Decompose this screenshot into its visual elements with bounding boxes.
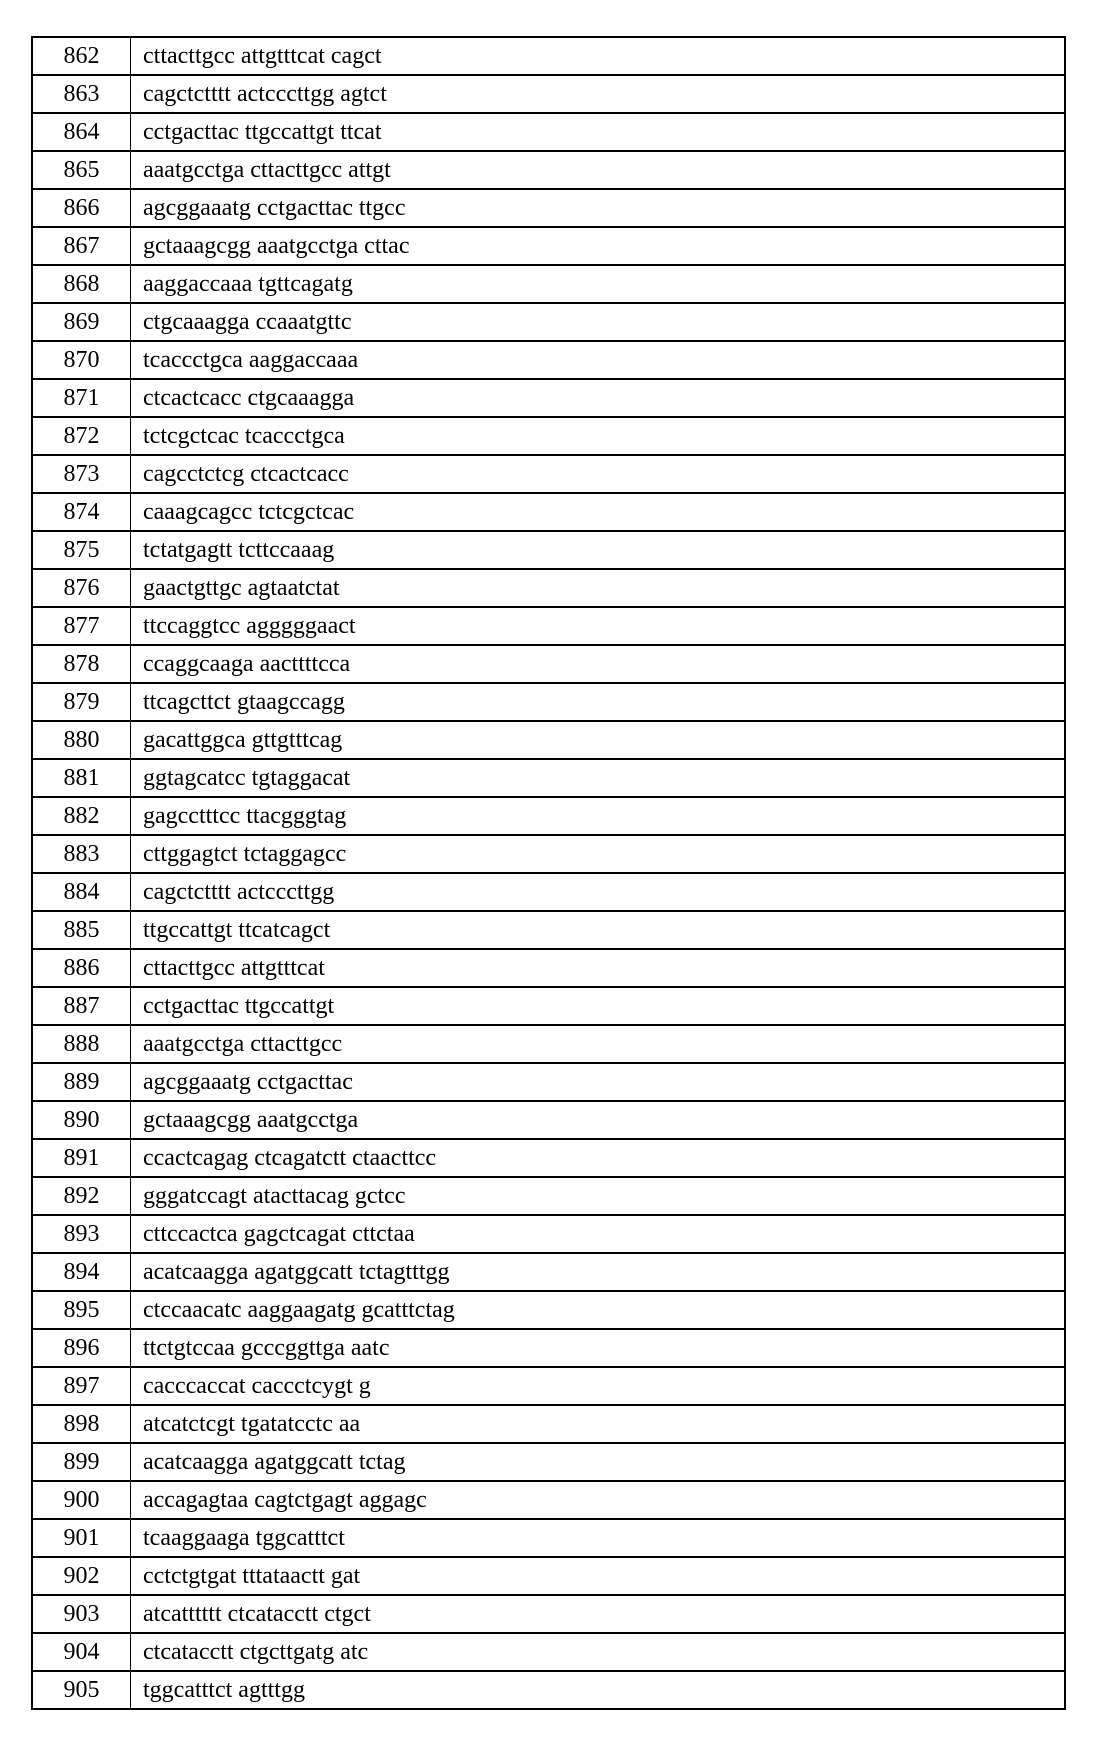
sequence-id: 869: [32, 303, 131, 341]
sequence-text: cagctctttt actcccttgg agtct: [131, 75, 1066, 113]
sequence-text: aaggaccaaa tgttcagatg: [131, 265, 1066, 303]
sequence-id: 879: [32, 683, 131, 721]
table-row: [32, 759, 1065, 797]
table-row: [32, 569, 1065, 607]
sequence-id: 870: [32, 341, 131, 379]
sequence-id: 863: [32, 75, 131, 113]
table-row: [32, 531, 1065, 569]
table-row: [32, 1481, 1065, 1519]
sequence-id: 886: [32, 949, 131, 987]
sequence-id: 887: [32, 987, 131, 1025]
sequence-id: 892: [32, 1177, 131, 1215]
sequence-id: 865: [32, 151, 131, 189]
sequence-text: gagcctttcc ttacgggtag: [131, 797, 1066, 835]
sequence-id: 871: [32, 379, 131, 417]
sequence-id: 876: [32, 569, 131, 607]
sequence-text: cttacttgcc attgtttcat: [131, 949, 1066, 987]
sequence-id: 883: [32, 835, 131, 873]
sequence-text: agcggaaatg cctgacttac ttgcc: [131, 189, 1066, 227]
sequence-id: 896: [32, 1329, 131, 1367]
sequence-text: accagagtaa cagtctgagt aggagc: [131, 1481, 1066, 1519]
sequence-id: 902: [32, 1557, 131, 1595]
sequence-text: ttctgtccaa gcccggttga aatc: [131, 1329, 1066, 1367]
sequence-id: 904: [32, 1633, 131, 1671]
table-row: [32, 1367, 1065, 1405]
table-row: [32, 1025, 1065, 1063]
table-row: [32, 1177, 1065, 1215]
table-row: [32, 1329, 1065, 1367]
table-row: [32, 379, 1065, 417]
sequence-id: 893: [32, 1215, 131, 1253]
sequence-id: 899: [32, 1443, 131, 1481]
sequence-text: gggatccagt atacttacag gctcc: [131, 1177, 1066, 1215]
sequence-text: tctcgctcac tcaccctgca: [131, 417, 1066, 455]
table-row: [32, 417, 1065, 455]
sequence-text: cctgacttac ttgccattgt: [131, 987, 1066, 1025]
sequence-text: ctcatacctt ctgcttgatg atc: [131, 1633, 1066, 1671]
sequence-text: cttccactca gagctcagat cttctaa: [131, 1215, 1066, 1253]
sequence-text: ctccaacatc aaggaagatg gcatttctag: [131, 1291, 1066, 1329]
sequence-id: 897: [32, 1367, 131, 1405]
table-row: [32, 835, 1065, 873]
sequence-table: [31, 36, 1066, 1710]
sequence-text: cctctgtgat tttataactt gat: [131, 1557, 1066, 1595]
sequence-text: cagctctttt actcccttgg: [131, 873, 1066, 911]
sequence-text: ccaggcaaga aacttttcca: [131, 645, 1066, 683]
table-row: [32, 189, 1065, 227]
sequence-id: 862: [32, 37, 131, 75]
sequence-text: tcaaggaaga tggcatttct: [131, 1519, 1066, 1557]
sequence-id: 898: [32, 1405, 131, 1443]
sequence-text: gctaaagcgg aaatgcctga cttac: [131, 227, 1066, 265]
sequence-text: tctatgagtt tcttccaaag: [131, 531, 1066, 569]
sequence-id: 882: [32, 797, 131, 835]
table-row: [32, 987, 1065, 1025]
table-row: [32, 1063, 1065, 1101]
table-row: [32, 455, 1065, 493]
sequence-id: 895: [32, 1291, 131, 1329]
table-row: [32, 1253, 1065, 1291]
sequence-id: 881: [32, 759, 131, 797]
sequence-text: aaatgcctga cttacttgcc attgt: [131, 151, 1066, 189]
sequence-text: cctgacttac ttgccattgt ttcat: [131, 113, 1066, 151]
table-row: [32, 1633, 1065, 1671]
sequence-table-body: [32, 37, 1065, 1709]
sequence-text: cttacttgcc attgtttcat cagct: [131, 37, 1066, 75]
sequence-id: 905: [32, 1671, 131, 1709]
table-row: [32, 151, 1065, 189]
sequence-text: cacccaccat caccctcygt g: [131, 1367, 1066, 1405]
sequence-id: 873: [32, 455, 131, 493]
sequence-id: 885: [32, 911, 131, 949]
sequence-id: 891: [32, 1139, 131, 1177]
table-row: [32, 113, 1065, 151]
sequence-text: ctcactcacc ctgcaaagga: [131, 379, 1066, 417]
sequence-id: 874: [32, 493, 131, 531]
sequence-text: agcggaaatg cctgacttac: [131, 1063, 1066, 1101]
table-row: [32, 303, 1065, 341]
table-row: [32, 265, 1065, 303]
sequence-text: atcatttttt ctcatacctt ctgct: [131, 1595, 1066, 1633]
table-row: [32, 607, 1065, 645]
table-row: [32, 1443, 1065, 1481]
sequence-id: 868: [32, 265, 131, 303]
table-row: [32, 949, 1065, 987]
sequence-id: 900: [32, 1481, 131, 1519]
table-row: [32, 645, 1065, 683]
sequence-id: 894: [32, 1253, 131, 1291]
sequence-id: 875: [32, 531, 131, 569]
sequence-text: acatcaagga agatggcatt tctagtttgg: [131, 1253, 1066, 1291]
sequence-id: 867: [32, 227, 131, 265]
table-row: [32, 75, 1065, 113]
sequence-id: 884: [32, 873, 131, 911]
sequence-text: aaatgcctga cttacttgcc: [131, 1025, 1066, 1063]
sequence-text: ttccaggtcc agggggaact: [131, 607, 1066, 645]
table-row: [32, 1595, 1065, 1633]
sequence-text: atcatctcgt tgatatcctc aa: [131, 1405, 1066, 1443]
sequence-text: ccactcagag ctcagatctt ctaacttcc: [131, 1139, 1066, 1177]
sequence-id: 880: [32, 721, 131, 759]
sequence-id: 872: [32, 417, 131, 455]
table-row: [32, 493, 1065, 531]
sequence-text: gctaaagcgg aaatgcctga: [131, 1101, 1066, 1139]
sequence-text: tggcatttct agtttgg: [131, 1671, 1066, 1709]
table-row: [32, 1215, 1065, 1253]
sequence-text: ttgccattgt ttcatcagct: [131, 911, 1066, 949]
table-row: [32, 1405, 1065, 1443]
sequence-text: cttggagtct tctaggagcc: [131, 835, 1066, 873]
table-row: [32, 1291, 1065, 1329]
table-row: [32, 1557, 1065, 1595]
table-row: [32, 1519, 1065, 1557]
table-row: [32, 341, 1065, 379]
sequence-text: cagcctctcg ctcactcacc: [131, 455, 1066, 493]
sequence-text: tcaccctgca aaggaccaaa: [131, 341, 1066, 379]
sequence-text: ctgcaaagga ccaaatgttc: [131, 303, 1066, 341]
table-row: [32, 37, 1065, 75]
sequence-id: 889: [32, 1063, 131, 1101]
sequence-text: caaagcagcc tctcgctcac: [131, 493, 1066, 531]
table-row: [32, 911, 1065, 949]
sequence-text: ggtagcatcc tgtaggacat: [131, 759, 1066, 797]
sequence-text: gacattggca gttgtttcag: [131, 721, 1066, 759]
sequence-id: 903: [32, 1595, 131, 1633]
sequence-id: 901: [32, 1519, 131, 1557]
sequence-id: 890: [32, 1101, 131, 1139]
table-row: [32, 683, 1065, 721]
sequence-id: 878: [32, 645, 131, 683]
sequence-id: 888: [32, 1025, 131, 1063]
sequence-text: acatcaagga agatggcatt tctag: [131, 1443, 1066, 1481]
sequence-text: gaactgttgc agtaatctat: [131, 569, 1066, 607]
sequence-text: ttcagcttct gtaagccagg: [131, 683, 1066, 721]
table-row: [32, 797, 1065, 835]
table-row: [32, 721, 1065, 759]
sequence-id: 864: [32, 113, 131, 151]
table-row: [32, 1139, 1065, 1177]
table-row: [32, 1101, 1065, 1139]
table-row: [32, 873, 1065, 911]
sequence-id: 866: [32, 189, 131, 227]
table-row: [32, 227, 1065, 265]
table-row: [32, 1671, 1065, 1709]
sequence-id: 877: [32, 607, 131, 645]
